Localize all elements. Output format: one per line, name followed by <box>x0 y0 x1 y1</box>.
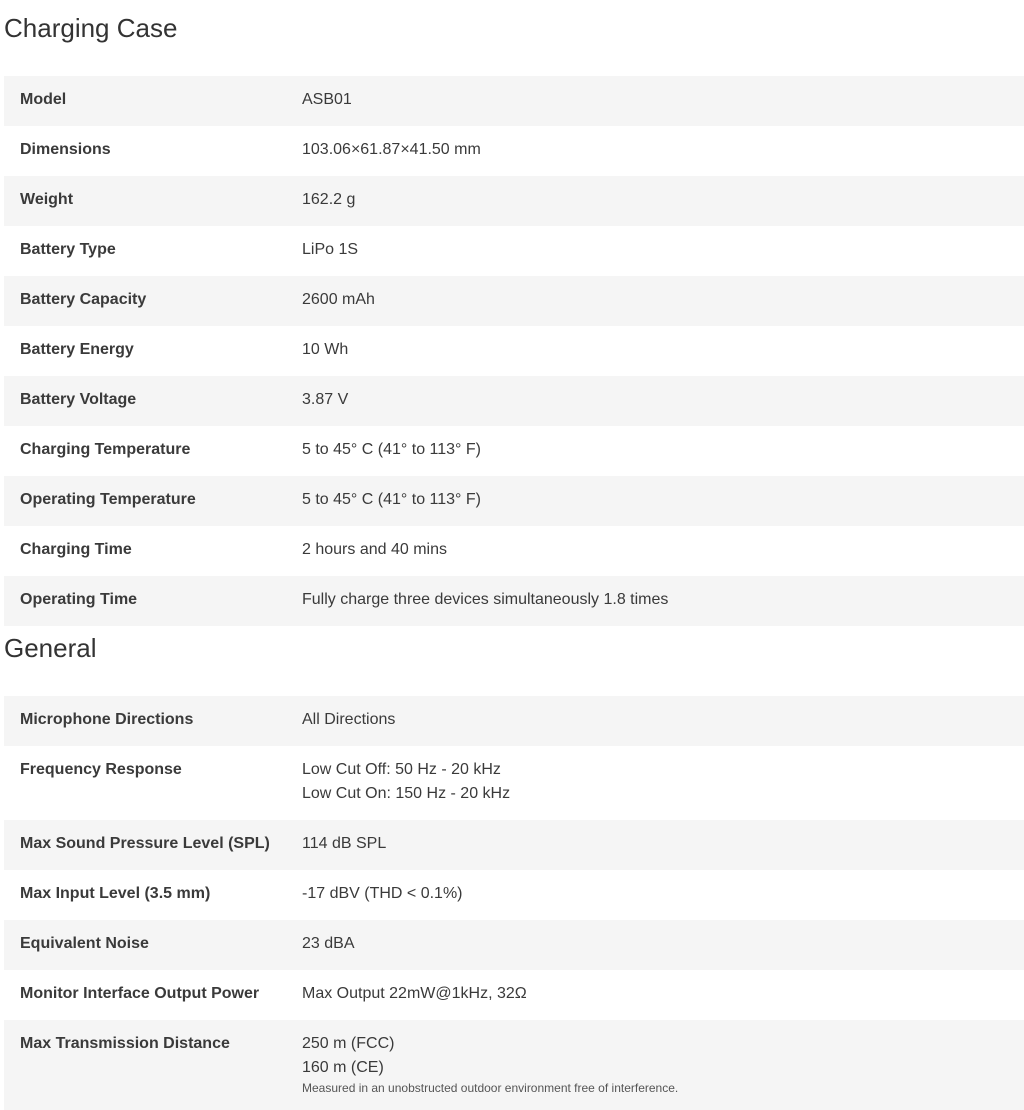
spec-label: Operating Temperature <box>20 491 196 508</box>
spec-value <box>302 538 1024 562</box>
spec-value-line: Low Cut Off: 50 Hz - 20 kHz <box>302 761 501 778</box>
spec-value-line: Fully charge three devices simultaneously 1.8 times <box>302 591 669 608</box>
spec-value <box>302 438 1024 462</box>
spec-value-line: 160 m (CE) <box>302 1059 384 1076</box>
spec-value-line: 2 hours and 40 mins <box>302 541 447 558</box>
spec-value <box>302 388 1024 412</box>
spec-value-line: 3.87 V <box>302 391 349 408</box>
spec-value-line: Max Output 22mW@1kHz, 32Ω <box>302 985 527 1002</box>
spec-table-general <box>4 696 1024 1110</box>
spec-row-frequency-response <box>4 746 1024 820</box>
spec-label: Max Transmission Distance <box>20 1035 230 1052</box>
spec-label: Max Sound Pressure Level (SPL) <box>20 835 270 852</box>
spec-row-battery-voltage <box>4 376 1024 426</box>
spec-value <box>302 1032 1024 1096</box>
spec-row-monitor-interface-output-power <box>4 970 1024 1020</box>
spec-row-max-input-level-3-5-mm <box>4 870 1024 920</box>
spec-value-line: 5 to 45° C (41° to 113° F) <box>302 491 481 508</box>
spec-value-line: 2600 mAh <box>302 291 375 308</box>
spec-value-line: 10 Wh <box>302 341 349 358</box>
spec-row-battery-energy <box>4 326 1024 376</box>
spec-value <box>302 758 1024 806</box>
spec-row-max-sound-pressure-level-spl <box>4 820 1024 870</box>
spec-value-line: -17 dBV (THD < 0.1%) <box>302 885 463 902</box>
spec-value-line: All Directions <box>302 711 396 728</box>
spec-value-line: 114 dB SPL <box>302 835 387 852</box>
spec-label: Operating Time <box>20 591 138 608</box>
spec-value <box>302 338 1024 362</box>
spec-row-microphone-directions <box>4 696 1024 746</box>
spec-value-line: 250 m (FCC) <box>302 1035 395 1052</box>
spec-label: Equivalent Noise <box>20 935 149 952</box>
section-title-charging-case: Charging Case <box>4 13 178 43</box>
spec-value-line: 103.06×61.87×41.50 mm <box>302 141 481 158</box>
spec-label: Dimensions <box>20 141 111 158</box>
spec-label: Battery Energy <box>20 341 134 358</box>
spec-value <box>302 238 1024 262</box>
spec-value <box>302 982 1024 1006</box>
spec-row-weight <box>4 176 1024 226</box>
spec-label: Charging Temperature <box>20 441 191 458</box>
spec-value <box>302 88 1024 112</box>
spec-value-line: ASB01 <box>302 91 352 108</box>
spec-row-charging-time <box>4 526 1024 576</box>
spec-row-battery-type <box>4 226 1024 276</box>
spec-value-line: 5 to 45° C (41° to 113° F) <box>302 441 481 458</box>
spec-label: Max Input Level (3.5 mm) <box>20 885 211 902</box>
spec-value <box>302 138 1024 162</box>
spec-value <box>302 832 1024 856</box>
spec-value <box>302 588 1024 612</box>
spec-row-model <box>4 76 1024 126</box>
spec-row-operating-temperature <box>4 476 1024 526</box>
spec-label: Model <box>20 91 67 108</box>
spec-value <box>302 288 1024 312</box>
spec-label: Battery Voltage <box>20 391 137 408</box>
spec-row-max-transmission-distance <box>4 1020 1024 1110</box>
spec-label: Weight <box>20 191 74 208</box>
spec-label: Charging Time <box>20 541 132 558</box>
spec-row-charging-temperature <box>4 426 1024 476</box>
spec-value-note: Measured in an unobstructed outdoor environment free of interference. <box>302 1081 679 1095</box>
spec-label: Frequency Response <box>20 761 182 778</box>
spec-row-dimensions <box>4 126 1024 176</box>
section-title-general: General <box>4 633 97 663</box>
spec-value-line: LiPo 1S <box>302 241 359 258</box>
spec-row-equivalent-noise <box>4 920 1024 970</box>
spec-value-line: 162.2 g <box>302 191 356 208</box>
spec-row-battery-capacity <box>4 276 1024 326</box>
spec-label: Microphone Directions <box>20 711 194 728</box>
spec-label: Monitor Interface Output Power <box>20 985 260 1002</box>
spec-value <box>302 188 1024 212</box>
spec-value <box>302 882 1024 906</box>
spec-row-operating-time <box>4 576 1024 626</box>
spec-table-charging-case <box>4 76 1024 626</box>
spec-label: Battery Type <box>20 241 116 258</box>
spec-value <box>302 708 1024 732</box>
spec-value <box>302 488 1024 512</box>
spec-value-line: Low Cut On: 150 Hz - 20 kHz <box>302 785 511 802</box>
spec-value-line: 23 dBA <box>302 935 355 952</box>
spec-label: Battery Capacity <box>20 291 147 308</box>
spec-value <box>302 932 1024 956</box>
